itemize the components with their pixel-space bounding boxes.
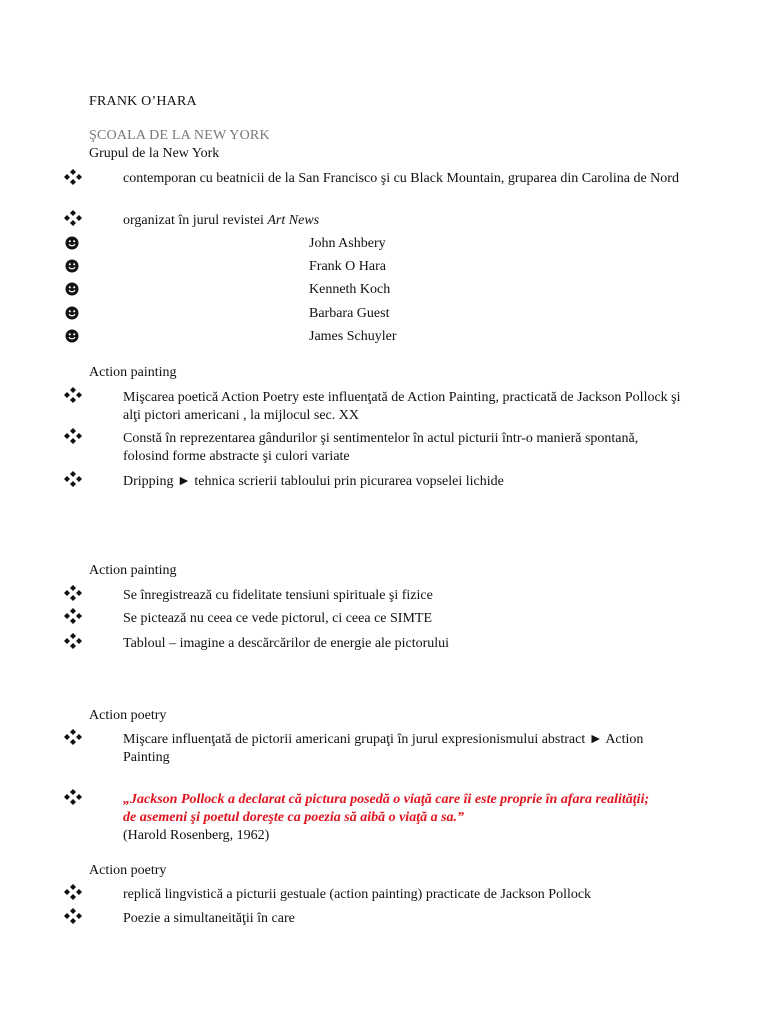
list-item: Poezie a simultaneităţii în care <box>123 911 295 926</box>
list-item: replică lingvistică a picturii gestuale (action painting) practicate de Jackson Pollock <box>123 887 592 902</box>
member-name: Frank O Hara <box>309 259 386 274</box>
section-heading: Action poetry <box>89 708 167 723</box>
magazine-name: Art News <box>267 213 320 228</box>
diamond-bullet-icon <box>63 386 83 404</box>
smiley-icon <box>65 259 79 273</box>
list-item: Mişcarea poetică Action Poetry este influenţată de Action Painting, practicată de Jackson Pollock şi alţi pictori americani , la mijlocul sec. XX <box>123 390 681 423</box>
quote-text: „Jackson Pollock a declarat că pictura posedă o viaţă care îi este proprie în afara realităţii; de asemeni şi poetul doreşte ca poezia să aibă o viaţă a sa.” <box>123 792 650 825</box>
document-title: FRANK O’HARA <box>89 94 197 109</box>
list-item: Se înregistrează cu fidelitate tensiuni spirituale şi fizice <box>123 588 433 603</box>
diamond-bullet-icon <box>63 883 83 901</box>
list-item: Mişcare influenţată de pictorii americani grupaţi în jurul expresionismului abstract ► Action Painting <box>123 732 644 765</box>
diamond-bullet-icon <box>63 584 83 602</box>
diamond-bullet-icon <box>63 427 83 445</box>
diamond-bullet-icon <box>63 209 83 227</box>
member-name: James Schuyler <box>309 329 397 344</box>
smiley-icon <box>65 306 79 320</box>
section-heading: Action poetry <box>89 863 167 878</box>
group-heading: Grupul de la New York <box>89 146 220 161</box>
list-item-text: organizat în jurul revistei <box>123 213 268 228</box>
quote-source: (Harold Rosenberg, 1962) <box>123 828 270 843</box>
list-item: contemporan cu beatnicii de la San Francisco şi cu Black Mountain, gruparea din Carolina de Nord <box>123 171 679 186</box>
diamond-bullet-icon <box>63 632 83 650</box>
diamond-bullet-icon <box>63 907 83 925</box>
diamond-bullet-icon <box>63 168 83 186</box>
section-heading: Action painting <box>89 563 177 578</box>
list-item: Tabloul – imagine a descărcărilor de energie ale pictorului <box>123 636 450 651</box>
diamond-bullet-icon <box>63 728 83 746</box>
member-name: Kenneth Koch <box>309 282 391 297</box>
member-name: John Ashbery <box>309 236 386 251</box>
diamond-bullet-icon <box>63 607 83 625</box>
diamond-bullet-icon <box>63 788 83 806</box>
diamond-bullet-icon <box>63 470 83 488</box>
list-item: Dripping ► tehnica scrierii tabloului prin picurarea vopselei lichide <box>123 474 504 489</box>
list-item: Constă în reprezentarea gândurilor şi sentimentelor în actul picturii într-o manieră spontană, folosind forme abstracte şi culori variate <box>123 431 639 464</box>
section-heading: Action painting <box>89 365 177 380</box>
smiley-icon <box>65 329 79 343</box>
list-item: Se pictează nu ceea ce vede pictorul, ci ceea ce SIMTE <box>123 611 432 626</box>
smiley-icon <box>65 282 79 296</box>
school-heading: ŞCOALA DE LA NEW YORK <box>89 128 270 143</box>
list-item <box>123 212 319 230</box>
member-name: Barbara Guest <box>309 306 390 321</box>
smiley-icon <box>65 236 79 250</box>
